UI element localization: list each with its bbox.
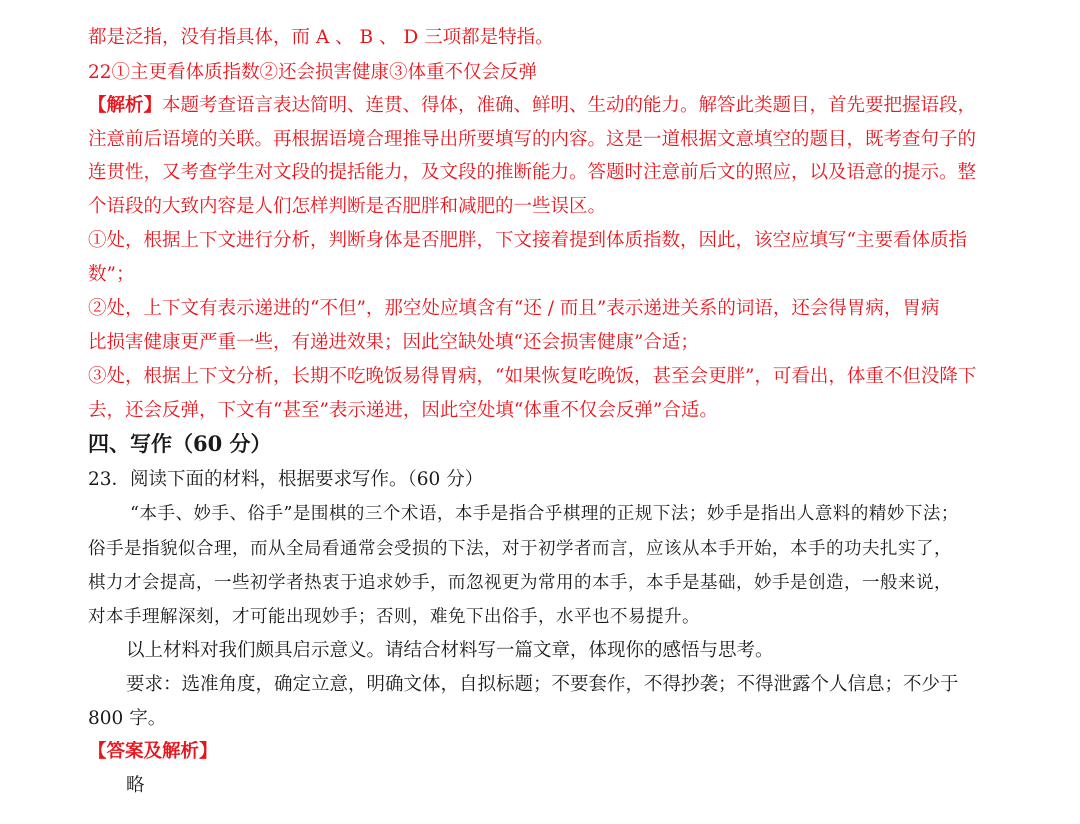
material-line-2: 俗手是指貌似合理，而从全局看通常会受损的下法，对于初学者而言，应该从本手开始，本手的功夫扎实了，	[88, 539, 952, 559]
material-line-1: “本手、妙手、俗手”是围棋的三个术语，本手是指合乎棋理的正规下法；妙手是指出人意料的精妙下法；	[130, 504, 959, 524]
material-line-3: 棋力才会提高，一些初学者热衷于追求妙手，而忽视更为常用的本手，本手是基础，妙手是创造，一般来说，	[88, 573, 952, 593]
writing-requirements-line-2: 800 字。	[88, 708, 167, 729]
answer-analysis-tag: 【答案及解析】	[88, 741, 218, 762]
q22-analysis-line-5: ①处，根据上下文进行分析，判断身体是否肥胖，下文接着提到体质指数，因此，该空应填写“主要看体质指	[88, 230, 967, 251]
q22-analysis-line-2: 注意前后语境的关联。再根据语境合理推导出所要填写的内容。这是一道根据文意填空的题目，既考查句子的	[88, 129, 977, 150]
analysis-text: 本题考查语言表达简明、连贯、得体，准确、鲜明、生动的能力。解答此类题目，首先要把握语段，	[162, 95, 977, 116]
q22-answer: 22①主更看体质指数②还会损害健康③体重不仅会反弹	[88, 62, 538, 83]
q22-analysis-line-9: ③处，根据上下文分析，长期不吃晚饭易得胃病，“如果恢复吃晚饭，甚至会更胖”，可看出，体重不但没降下	[88, 366, 977, 387]
q22-analysis-line-3: 连贯性，又考查学生对文段的提括能力，及文段的推断能力。答题时注意前后文的照应，以及语意的提示。整	[88, 162, 977, 183]
q21-explanation-tail: 都是泛指，没有指具体，而 A 、 B 、 D 三项都是特指。	[88, 27, 554, 48]
answer-omitted: 略	[126, 775, 145, 796]
analysis-tag: 【解析】	[88, 95, 163, 116]
writing-instruction: 以上材料对我们颇具启示意义。请结合材料写一篇文章，体现你的感悟与思考。	[126, 640, 774, 661]
q23-prompt: 23．阅读下面的材料，根据要求写作。（60 分）	[88, 469, 484, 490]
q22-analysis-line-8: 比损害健康更严重一些，有递进效果；因此空缺处填“还会损害健康”合适；	[88, 332, 699, 353]
q22-analysis-line-4: 个语段的大致内容是人们怎样判断是否肥胖和减肥的一些误区。	[88, 196, 607, 217]
q22-analysis-line-6: 数”；	[88, 264, 135, 285]
q22-analysis-line-10: 去，还会反弹，下文有“甚至”表示递进，因此空处填“体重不仅会反弹”合适。	[88, 400, 718, 421]
q22-analysis-line-1	[88, 95, 998, 117]
q22-analysis-line-7: ②处，上下文有表示递进的“不但”，那空处应填含有“还 / 而且”表示递进关系的词语，还会得胃病，胃病	[88, 298, 940, 319]
section-heading-writing: 四、写作（60 分）	[88, 433, 272, 455]
material-line-4: 对本手理解深刻，才可能出现妙手；否则，难免下出俗手，水平也不易提升。	[88, 607, 700, 627]
writing-requirements-line-1: 要求：选准角度，确定立意，明确文体，自拟标题；不要套作，不得抄袭；不得泄露个人信息；不少于	[126, 674, 959, 695]
